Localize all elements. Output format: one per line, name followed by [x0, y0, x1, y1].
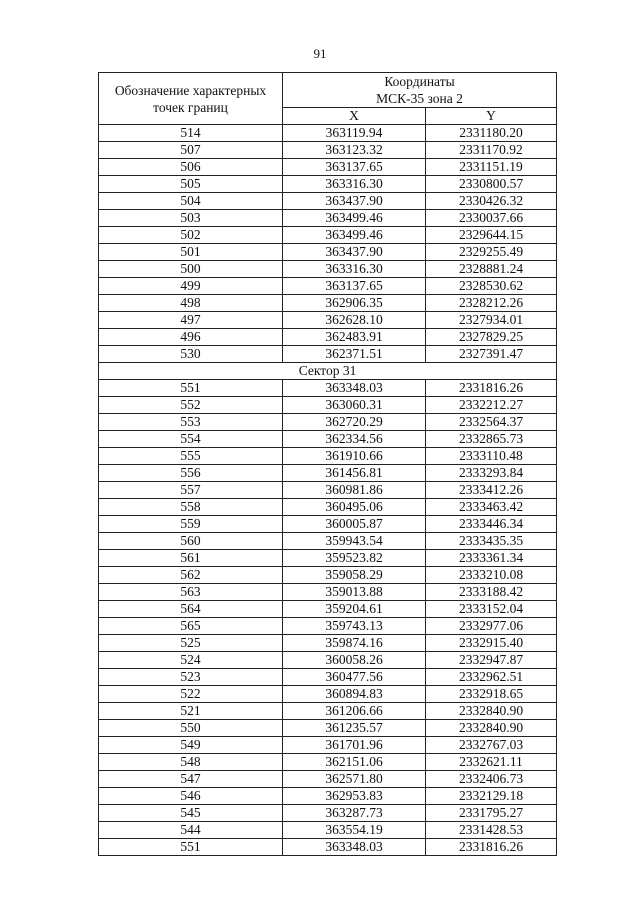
table-row [99, 839, 557, 856]
table-row [99, 329, 557, 346]
y-coordinate-cell: 2332129.18 [426, 788, 557, 805]
point-id-cell: 514 [99, 125, 283, 142]
x-coordinate-cell: 359204.61 [283, 601, 426, 618]
point-id-cell: 551 [99, 839, 283, 856]
point-id-cell: 547 [99, 771, 283, 788]
y-coordinate-cell: 2333446.34 [426, 516, 557, 533]
point-id-cell: 523 [99, 669, 283, 686]
point-id-cell: 545 [99, 805, 283, 822]
x-coordinate-cell: 362906.35 [283, 295, 426, 312]
x-coordinate-cell: 362483.91 [283, 329, 426, 346]
point-id-cell: 521 [99, 703, 283, 720]
x-coordinate-cell: 362334.56 [283, 431, 426, 448]
table-row [99, 380, 557, 397]
table-row [99, 499, 557, 516]
table-row [99, 125, 557, 142]
y-coordinate-cell: 2330800.57 [426, 176, 557, 193]
y-coordinate-cell: 2333110.48 [426, 448, 557, 465]
x-coordinate-cell: 360005.87 [283, 516, 426, 533]
x-coordinate-cell: 359058.29 [283, 567, 426, 584]
x-coordinate-cell: 359943.54 [283, 533, 426, 550]
point-id-cell: 505 [99, 176, 283, 193]
table-row [99, 210, 557, 227]
x-coordinate-cell: 363437.90 [283, 193, 426, 210]
table-row [99, 295, 557, 312]
point-id-cell: 553 [99, 414, 283, 431]
point-id-cell: 501 [99, 244, 283, 261]
point-id-cell: 503 [99, 210, 283, 227]
table-row [99, 448, 557, 465]
x-coordinate-cell: 361456.81 [283, 465, 426, 482]
point-id-cell: 506 [99, 159, 283, 176]
x-coordinate-cell: 362953.83 [283, 788, 426, 805]
y-coordinate-cell: 2333361.34 [426, 550, 557, 567]
y-coordinate-cell: 2333188.42 [426, 584, 557, 601]
table-row [99, 261, 557, 278]
y-coordinate-cell: 2332865.73 [426, 431, 557, 448]
y-coordinate-cell: 2329644.15 [426, 227, 557, 244]
points-column-header [99, 73, 283, 125]
y-coordinate-cell: 2328881.24 [426, 261, 557, 278]
point-id-cell: 564 [99, 601, 283, 618]
point-id-cell: 549 [99, 737, 283, 754]
table-row [99, 652, 557, 669]
table-row [99, 176, 557, 193]
point-id-cell: 558 [99, 499, 283, 516]
y-coordinate-cell: 2331170.92 [426, 142, 557, 159]
x-coordinate-cell: 363437.90 [283, 244, 426, 261]
y-coordinate-cell: 2331180.20 [426, 125, 557, 142]
point-id-cell: 559 [99, 516, 283, 533]
x-coordinate-cell: 359874.16 [283, 635, 426, 652]
x-coordinate-cell: 360495.06 [283, 499, 426, 516]
table-row [99, 669, 557, 686]
point-id-cell: 496 [99, 329, 283, 346]
table-row [99, 346, 557, 363]
y-coordinate-cell: 2332962.51 [426, 669, 557, 686]
sector-section [99, 363, 557, 380]
coordinates-header [283, 73, 557, 108]
table-row [99, 703, 557, 720]
y-coordinate-cell: 2327934.01 [426, 312, 557, 329]
x-coordinate-cell: 363348.03 [283, 380, 426, 397]
group1-rows [99, 125, 557, 363]
table-row [99, 720, 557, 737]
point-id-cell: 565 [99, 618, 283, 635]
x-coordinate-cell: 362151.06 [283, 754, 426, 771]
x-coordinate-cell: 360894.83 [283, 686, 426, 703]
table-row [99, 533, 557, 550]
y-coordinate-cell: 2332947.87 [426, 652, 557, 669]
x-coordinate-cell: 360477.56 [283, 669, 426, 686]
table-row [99, 278, 557, 295]
point-id-cell: 552 [99, 397, 283, 414]
x-coordinate-cell: 361701.96 [283, 737, 426, 754]
x-coordinate-cell: 363316.30 [283, 176, 426, 193]
table-row [99, 737, 557, 754]
table-row [99, 482, 557, 499]
y-coordinate-cell: 2330037.66 [426, 210, 557, 227]
table-row [99, 227, 557, 244]
y-coordinate-cell: 2333210.08 [426, 567, 557, 584]
y-coordinate-cell: 2332406.73 [426, 771, 557, 788]
table-row [99, 312, 557, 329]
y-coordinate-cell: 2333152.04 [426, 601, 557, 618]
point-id-cell: 563 [99, 584, 283, 601]
point-id-cell: 557 [99, 482, 283, 499]
y-coordinate-cell: 2331795.27 [426, 805, 557, 822]
point-id-cell: 546 [99, 788, 283, 805]
point-id-cell: 554 [99, 431, 283, 448]
point-id-cell: 548 [99, 754, 283, 771]
y-coordinate-cell: 2332212.27 [426, 397, 557, 414]
point-id-cell: 544 [99, 822, 283, 839]
table-row [99, 397, 557, 414]
table-row [99, 788, 557, 805]
y-coordinate-cell: 2332915.40 [426, 635, 557, 652]
x-coordinate-cell: 363499.46 [283, 210, 426, 227]
table-row [99, 465, 557, 482]
x-coordinate-cell: 363137.65 [283, 278, 426, 295]
y-coordinate-cell: 2328212.26 [426, 295, 557, 312]
point-id-cell: 551 [99, 380, 283, 397]
y-coordinate-cell: 2333463.42 [426, 499, 557, 516]
points-column-header-text: Обозначение характерных точек границ [114, 82, 267, 115]
point-id-cell: 556 [99, 465, 283, 482]
table-row [99, 142, 557, 159]
y-coordinate-cell: 2330426.32 [426, 193, 557, 210]
point-id-cell: 504 [99, 193, 283, 210]
y-coordinate-cell: 2332840.90 [426, 720, 557, 737]
table-row [99, 159, 557, 176]
x-coordinate-cell: 359523.82 [283, 550, 426, 567]
table-row [99, 584, 557, 601]
table-row [99, 567, 557, 584]
y-coordinate-cell: 2333412.26 [426, 482, 557, 499]
table-row [99, 822, 557, 839]
point-id-cell: 560 [99, 533, 283, 550]
point-id-cell: 555 [99, 448, 283, 465]
y-coordinate-cell: 2332564.37 [426, 414, 557, 431]
point-id-cell: 500 [99, 261, 283, 278]
table-row [99, 516, 557, 533]
y-coordinate-cell: 2332977.06 [426, 618, 557, 635]
point-id-cell: 561 [99, 550, 283, 567]
y-coordinate-cell: 2331816.26 [426, 380, 557, 397]
y-coordinate-cell: 2327829.25 [426, 329, 557, 346]
sector-row [99, 363, 557, 380]
y-coordinate-cell: 2331816.26 [426, 839, 557, 856]
sector-label: Сектор 31 [99, 363, 557, 380]
point-id-cell: 502 [99, 227, 283, 244]
x-coordinate-cell: 360058.26 [283, 652, 426, 669]
y-coordinate-cell: 2328530.62 [426, 278, 557, 295]
point-id-cell: 498 [99, 295, 283, 312]
table-header [99, 73, 557, 125]
x-coordinate-cell: 361910.66 [283, 448, 426, 465]
point-id-cell: 525 [99, 635, 283, 652]
y-coordinate-cell: 2331151.19 [426, 159, 557, 176]
table-row [99, 618, 557, 635]
point-id-cell: 562 [99, 567, 283, 584]
x-coordinate-cell: 362628.10 [283, 312, 426, 329]
point-id-cell: 497 [99, 312, 283, 329]
table-row [99, 686, 557, 703]
x-coordinate-cell: 363499.46 [283, 227, 426, 244]
y-coordinate-cell: 2332767.03 [426, 737, 557, 754]
x-coordinate-cell: 362720.29 [283, 414, 426, 431]
table-row [99, 754, 557, 771]
x-coordinate-cell: 361235.57 [283, 720, 426, 737]
table-row [99, 805, 557, 822]
y-coordinate-cell: 2332621.11 [426, 754, 557, 771]
page-number: 91 [313, 46, 327, 61]
point-id-cell: 550 [99, 720, 283, 737]
coordinates-table [98, 72, 557, 856]
coordinates-header-line2: МСК-35 зона 2 [376, 91, 463, 106]
x-coordinate-cell: 359743.13 [283, 618, 426, 635]
x-coordinate-cell: 363137.65 [283, 159, 426, 176]
point-id-cell: 499 [99, 278, 283, 295]
table-row [99, 635, 557, 652]
coordinates-header-line1: Координаты [384, 74, 455, 89]
y-column-header: Y [426, 108, 557, 125]
table-row [99, 601, 557, 618]
table-row [99, 193, 557, 210]
y-coordinate-cell: 2327391.47 [426, 346, 557, 363]
x-coordinate-cell: 361206.66 [283, 703, 426, 720]
table-row [99, 550, 557, 567]
x-coordinate-cell: 359013.88 [283, 584, 426, 601]
x-coordinate-cell: 363060.31 [283, 397, 426, 414]
point-id-cell: 524 [99, 652, 283, 669]
x-coordinate-cell: 363119.94 [283, 125, 426, 142]
x-coordinate-cell: 363287.73 [283, 805, 426, 822]
x-coordinate-cell: 360981.86 [283, 482, 426, 499]
x-coordinate-cell: 363316.30 [283, 261, 426, 278]
group2-rows [99, 380, 557, 856]
x-coordinate-cell: 362371.51 [283, 346, 426, 363]
table-row [99, 771, 557, 788]
x-coordinate-cell: 363554.19 [283, 822, 426, 839]
table-row [99, 244, 557, 261]
y-coordinate-cell: 2333435.35 [426, 533, 557, 550]
y-coordinate-cell: 2333293.84 [426, 465, 557, 482]
y-coordinate-cell: 2329255.49 [426, 244, 557, 261]
y-coordinate-cell: 2332840.90 [426, 703, 557, 720]
point-id-cell: 522 [99, 686, 283, 703]
point-id-cell: 507 [99, 142, 283, 159]
table-row [99, 414, 557, 431]
table-row [99, 431, 557, 448]
y-coordinate-cell: 2331428.53 [426, 822, 557, 839]
x-coordinate-cell: 363123.32 [283, 142, 426, 159]
y-coordinate-cell: 2332918.65 [426, 686, 557, 703]
x-column-header: X [283, 108, 426, 125]
x-coordinate-cell: 362571.80 [283, 771, 426, 788]
x-coordinate-cell: 363348.03 [283, 839, 426, 856]
point-id-cell: 530 [99, 346, 283, 363]
